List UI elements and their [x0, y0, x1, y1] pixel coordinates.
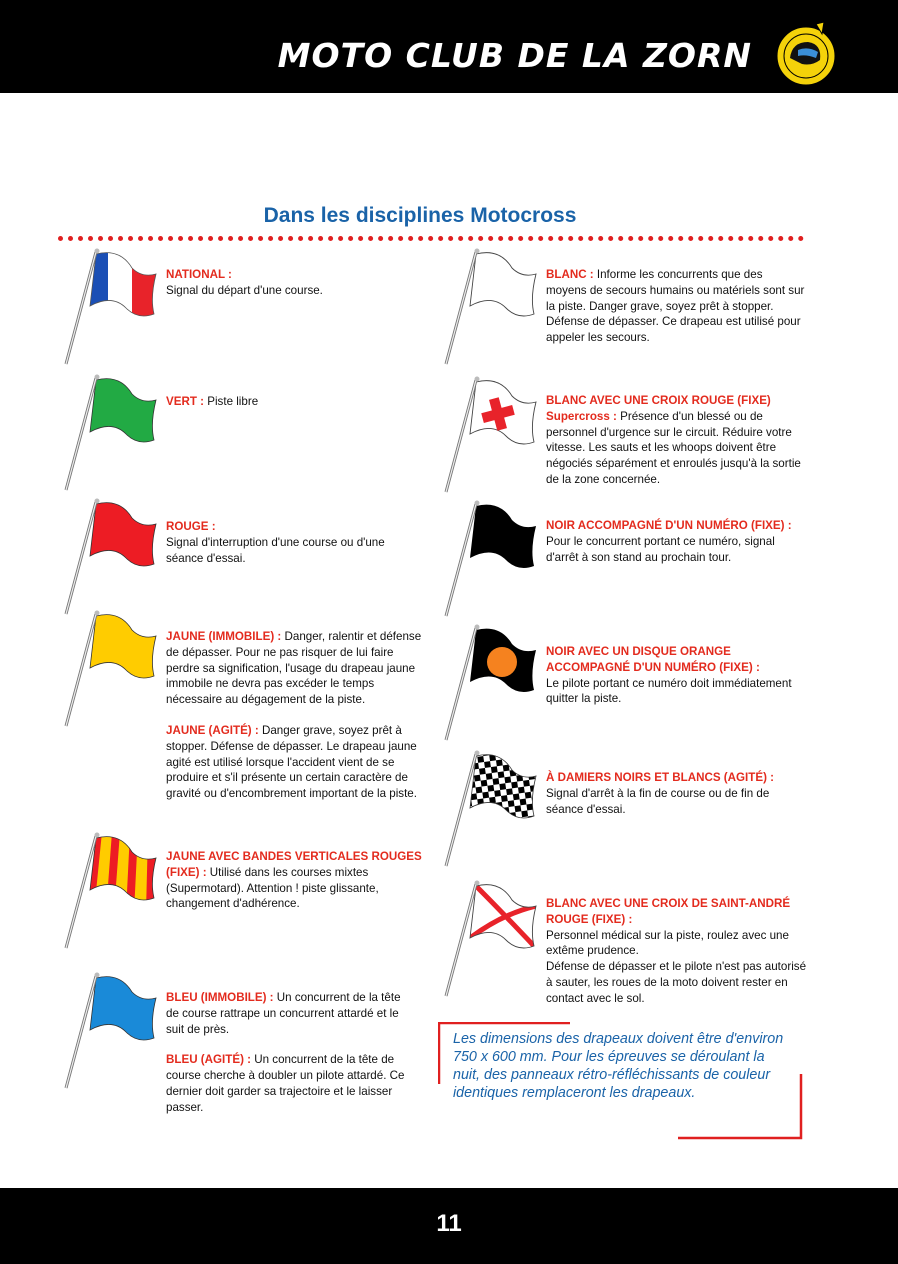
- flag-title: JAUNE AVEC BANDES VERTICALES ROUGES (FIXE) :: [166, 850, 422, 879]
- flag-body: Signal du départ d'une course.: [166, 283, 323, 297]
- flag-body: Utilisé dans les courses mixtes (Supermotard). Attention ! piste glissante, changement d'adhérence.: [166, 865, 379, 911]
- club-title: MOTO CLUB DE LA ZORN: [277, 36, 752, 75]
- flag-white-red-cross-icon: [440, 376, 544, 494]
- flag-title: ROUGE :: [166, 520, 216, 533]
- flag-body-2: Défense de dépasser et le pilote n'est pas autorisé à sauter, les roues de la moto doivent rester en contact avec le sol.: [546, 960, 807, 1005]
- flag-title: JAUNE (AGITÉ) :: [166, 723, 259, 737]
- flag-black-orange-disc-icon: [440, 624, 544, 742]
- flag-body: Le pilote portant ce numéro doit immédiatement quitter la piste.: [546, 676, 792, 706]
- flag-red-icon: [60, 498, 164, 616]
- flag-title: VERT :: [166, 395, 205, 408]
- flag-title: BLANC AVEC UNE CROIX ROUGE (FIXE): [546, 394, 771, 407]
- flag-body: Personnel médical sur la piste, roulez avec une extême prudence.: [546, 928, 789, 958]
- flag-body: Présence d'un blessé ou de personnel d'urgence sur le circuit. Réduire votre vitesse. Les sauts et les whoops doivent être négociés séparément et enroulés jusqu'à la sortie de la zone concernée.: [546, 409, 801, 486]
- note-text: Les dimensions des drapeaux doivent être d'environ 750 x 600 mm. Pour les épreuves se déroulant la nuit, des panneaux rétro-réfléchissants de couleur identiques remplaceront les drapeaux.: [453, 1031, 784, 1101]
- flag-description: [546, 770, 808, 817]
- flag-description: [166, 519, 416, 566]
- page-number: 11: [436, 1210, 462, 1237]
- flag-title: BLANC :: [546, 268, 594, 281]
- flag-title: JAUNE (IMMOBILE) :: [166, 630, 282, 643]
- flag-description: [166, 629, 424, 817]
- page-footer: [0, 1188, 898, 1264]
- flag-title: À DAMIERS NOIRS ET BLANCS (AGITÉ) :: [546, 771, 775, 784]
- flag-description: [546, 896, 808, 1007]
- flag-body: Signal d'arrêt à la fin de course ou de fin de séance d'essai.: [546, 786, 770, 816]
- page-header: [0, 0, 898, 93]
- flag-description: [166, 267, 416, 299]
- flag-description: [546, 393, 806, 488]
- flag-body: Signal d'interruption d'une course ou d'une séance d'essai.: [166, 535, 385, 565]
- flag-title: NOIR AVEC UN DISQUE ORANGE ACCOMPAGNÉ D'UN NUMÉRO (FIXE) :: [546, 645, 760, 674]
- flag-blue-icon: [60, 972, 164, 1090]
- flag-description: [546, 644, 808, 707]
- flag-green-icon: [60, 374, 164, 492]
- flag-description: [546, 267, 806, 346]
- flag-body: Pour le concurrent portant ce numéro, signal d'arrêt à son stand au prochain tour.: [546, 534, 775, 564]
- flag-body: Piste libre: [204, 395, 259, 408]
- dimensions-note: [438, 1022, 804, 1140]
- flag-description: [166, 394, 416, 410]
- flag-body: Danger grave, soyez prêt à stopper. Défense de dépasser. Le drapeau jaune agité est utilisé lorsque l'accident vient de se produire et s'il présente un certain caractère de gravité ou d'encombrement important de la piste.: [166, 723, 417, 801]
- flag-france-icon: [60, 248, 164, 366]
- flag-black-icon: [440, 500, 544, 618]
- flag-title: NOIR ACCOMPAGNÉ D'UN NUMÉRO (FIXE) :: [546, 519, 792, 532]
- flag-body: Un concurrent de la tête de course rattrape un concurrent attardé et le suit de près.: [166, 991, 401, 1036]
- flag-body: Informe les concurrents que des moyens de secours humains ou matériels sont sur la piste. Danger grave, soyez prêt à stopper. Défense de dépasser. Ce drapeau est utilisé pour appeler les secours.: [546, 268, 805, 345]
- flag-description: [166, 990, 416, 1131]
- flag-description: [546, 518, 808, 565]
- flag-title: BLANC AVEC UNE CROIX DE SAINT-ANDRÉ ROUGE (FIXE) :: [546, 897, 791, 926]
- flag-white-saltire-icon: [440, 880, 544, 998]
- flag-title: BLEU (IMMOBILE) :: [166, 991, 274, 1004]
- flag-body: Un concurrent de la tête de course cherche à doubler un pilote attardé. Ce dernier doit garder sa trajectoire et le laisser passer.: [166, 1053, 405, 1114]
- flag-yellow-red-stripes-icon: [60, 832, 164, 950]
- flag-subtitle: Supercross :: [546, 409, 617, 423]
- flag-yellow-icon: [60, 610, 164, 728]
- flag-body: Danger, ralentir et défense de dépasser. Pour ne pas risquer de lui faire perdre sa signification, l'usage du drapeau jaune immobile ne devra pas excéder le temps nécessaire au dégagement de la piste.: [166, 630, 422, 707]
- flag-description: [166, 849, 428, 912]
- flag-title: NATIONAL :: [166, 268, 232, 281]
- flag-checkered-icon: [440, 750, 544, 868]
- dotted-divider: [58, 236, 804, 241]
- flag-white-icon: [440, 248, 544, 366]
- section-title: Dans les disciplines Motocross: [263, 204, 577, 227]
- flag-title: BLEU (AGITÉ) :: [166, 1053, 252, 1067]
- moto-club-logo-icon: [772, 20, 840, 88]
